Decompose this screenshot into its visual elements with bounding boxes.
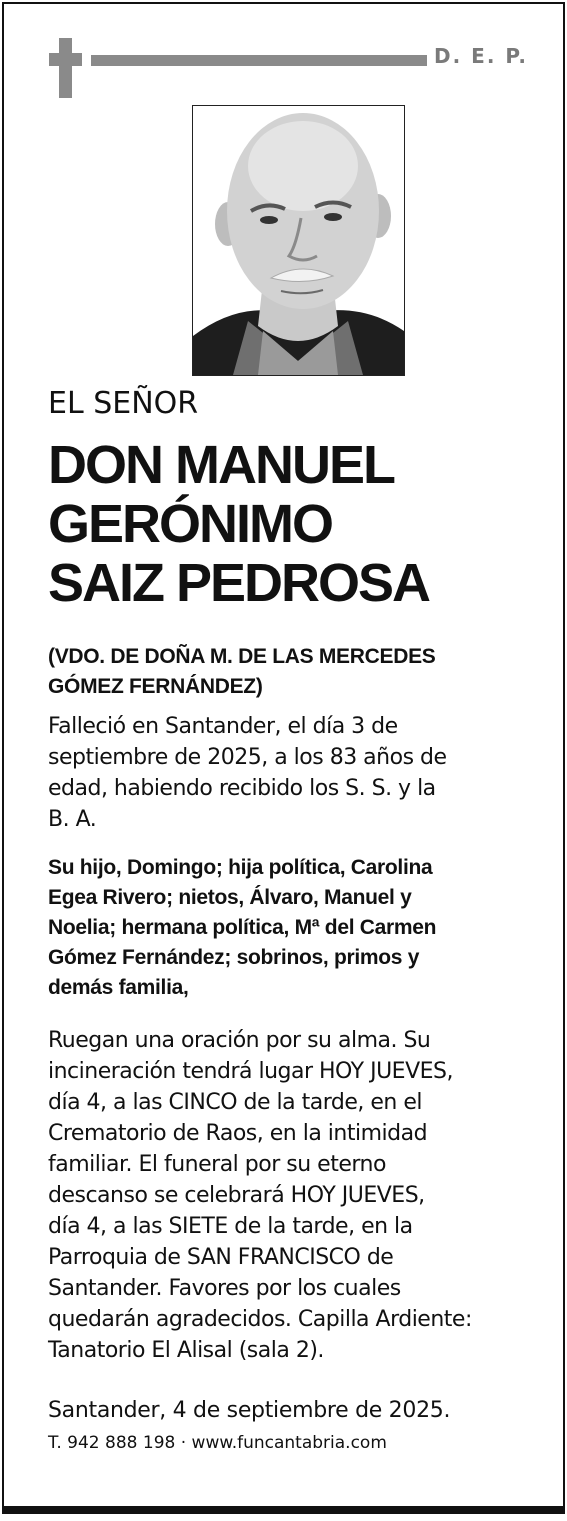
honorific-prefix: EL SEÑOR [48, 386, 199, 421]
name-line: DON MANUEL [48, 435, 394, 495]
obituary-notice [2, 2, 565, 1514]
ceremony-line: Tanatorio El Alisal (sala 2). [48, 1338, 324, 1363]
family-line: Su hijo, Domingo; hija política, Carolina [48, 856, 433, 879]
widow-line: (VDO. DE DOÑA M. DE LAS MERCEDES [48, 645, 436, 668]
death-details-line: B. A. [48, 807, 97, 832]
ceremony-line: día 4, a las SIETE de la tarde, en la [48, 1214, 413, 1239]
header-rule [91, 55, 427, 66]
family-line: demás familia, [48, 976, 189, 999]
widow-line: GÓMEZ FERNÁNDEZ) [48, 675, 263, 698]
deceased-name [48, 436, 548, 613]
family-line: Noelia; hermana política, Mª del Carmen [48, 916, 437, 939]
cross-icon [59, 38, 72, 98]
death-details-line: septiembre de 2025, a los 83 años de [48, 745, 447, 770]
ceremony-line: familiar. El funeral por su eterno [48, 1152, 386, 1177]
ceremony-line: Ruegan una oración por su alma. Su [48, 1028, 431, 1053]
ceremony-details [48, 1025, 548, 1366]
dep-label: D. E. P. [434, 44, 528, 68]
family-line: Gómez Fernández; sobrinos, primos y [48, 946, 420, 969]
name-line: GERÓNIMO [48, 494, 333, 554]
widow-note [48, 642, 548, 702]
name-line: SAIZ PEDROSA [48, 553, 430, 613]
cross-icon-arm [49, 53, 82, 66]
ceremony-line: Santander. Favores por los cuales [48, 1276, 401, 1301]
death-details [48, 711, 548, 835]
ceremony-line: incineración tendrá lugar HOY JUEVES, [48, 1059, 453, 1084]
ceremony-line: Crematorio de Raos, en la intimidad [48, 1121, 428, 1146]
funeral-home-contact: T. 942 888 198 · www.funcantabria.com [48, 1433, 387, 1453]
portrait-photo [192, 105, 405, 376]
family-list [48, 853, 548, 1003]
portrait-illustration [193, 106, 404, 375]
death-details-line: edad, habiendo recibido los S. S. y la [48, 776, 436, 801]
ceremony-line: día 4, a las CINCO de la tarde, en el [48, 1090, 422, 1115]
ceremony-line: Parroquia de SAN FRANCISCO de [48, 1245, 394, 1270]
family-line: Egea Rivero; nietos, Álvaro, Manuel y [48, 886, 412, 909]
ceremony-line: quedarán agradecidos. Capilla Ardiente: [48, 1307, 472, 1332]
ceremony-line: descanso se celebrará HOY JUEVES, [48, 1183, 425, 1208]
place-and-date: Santander, 4 de septiembre de 2025. [48, 1398, 451, 1423]
death-details-line: Falleció en Santander, el día 3 de [48, 714, 398, 739]
